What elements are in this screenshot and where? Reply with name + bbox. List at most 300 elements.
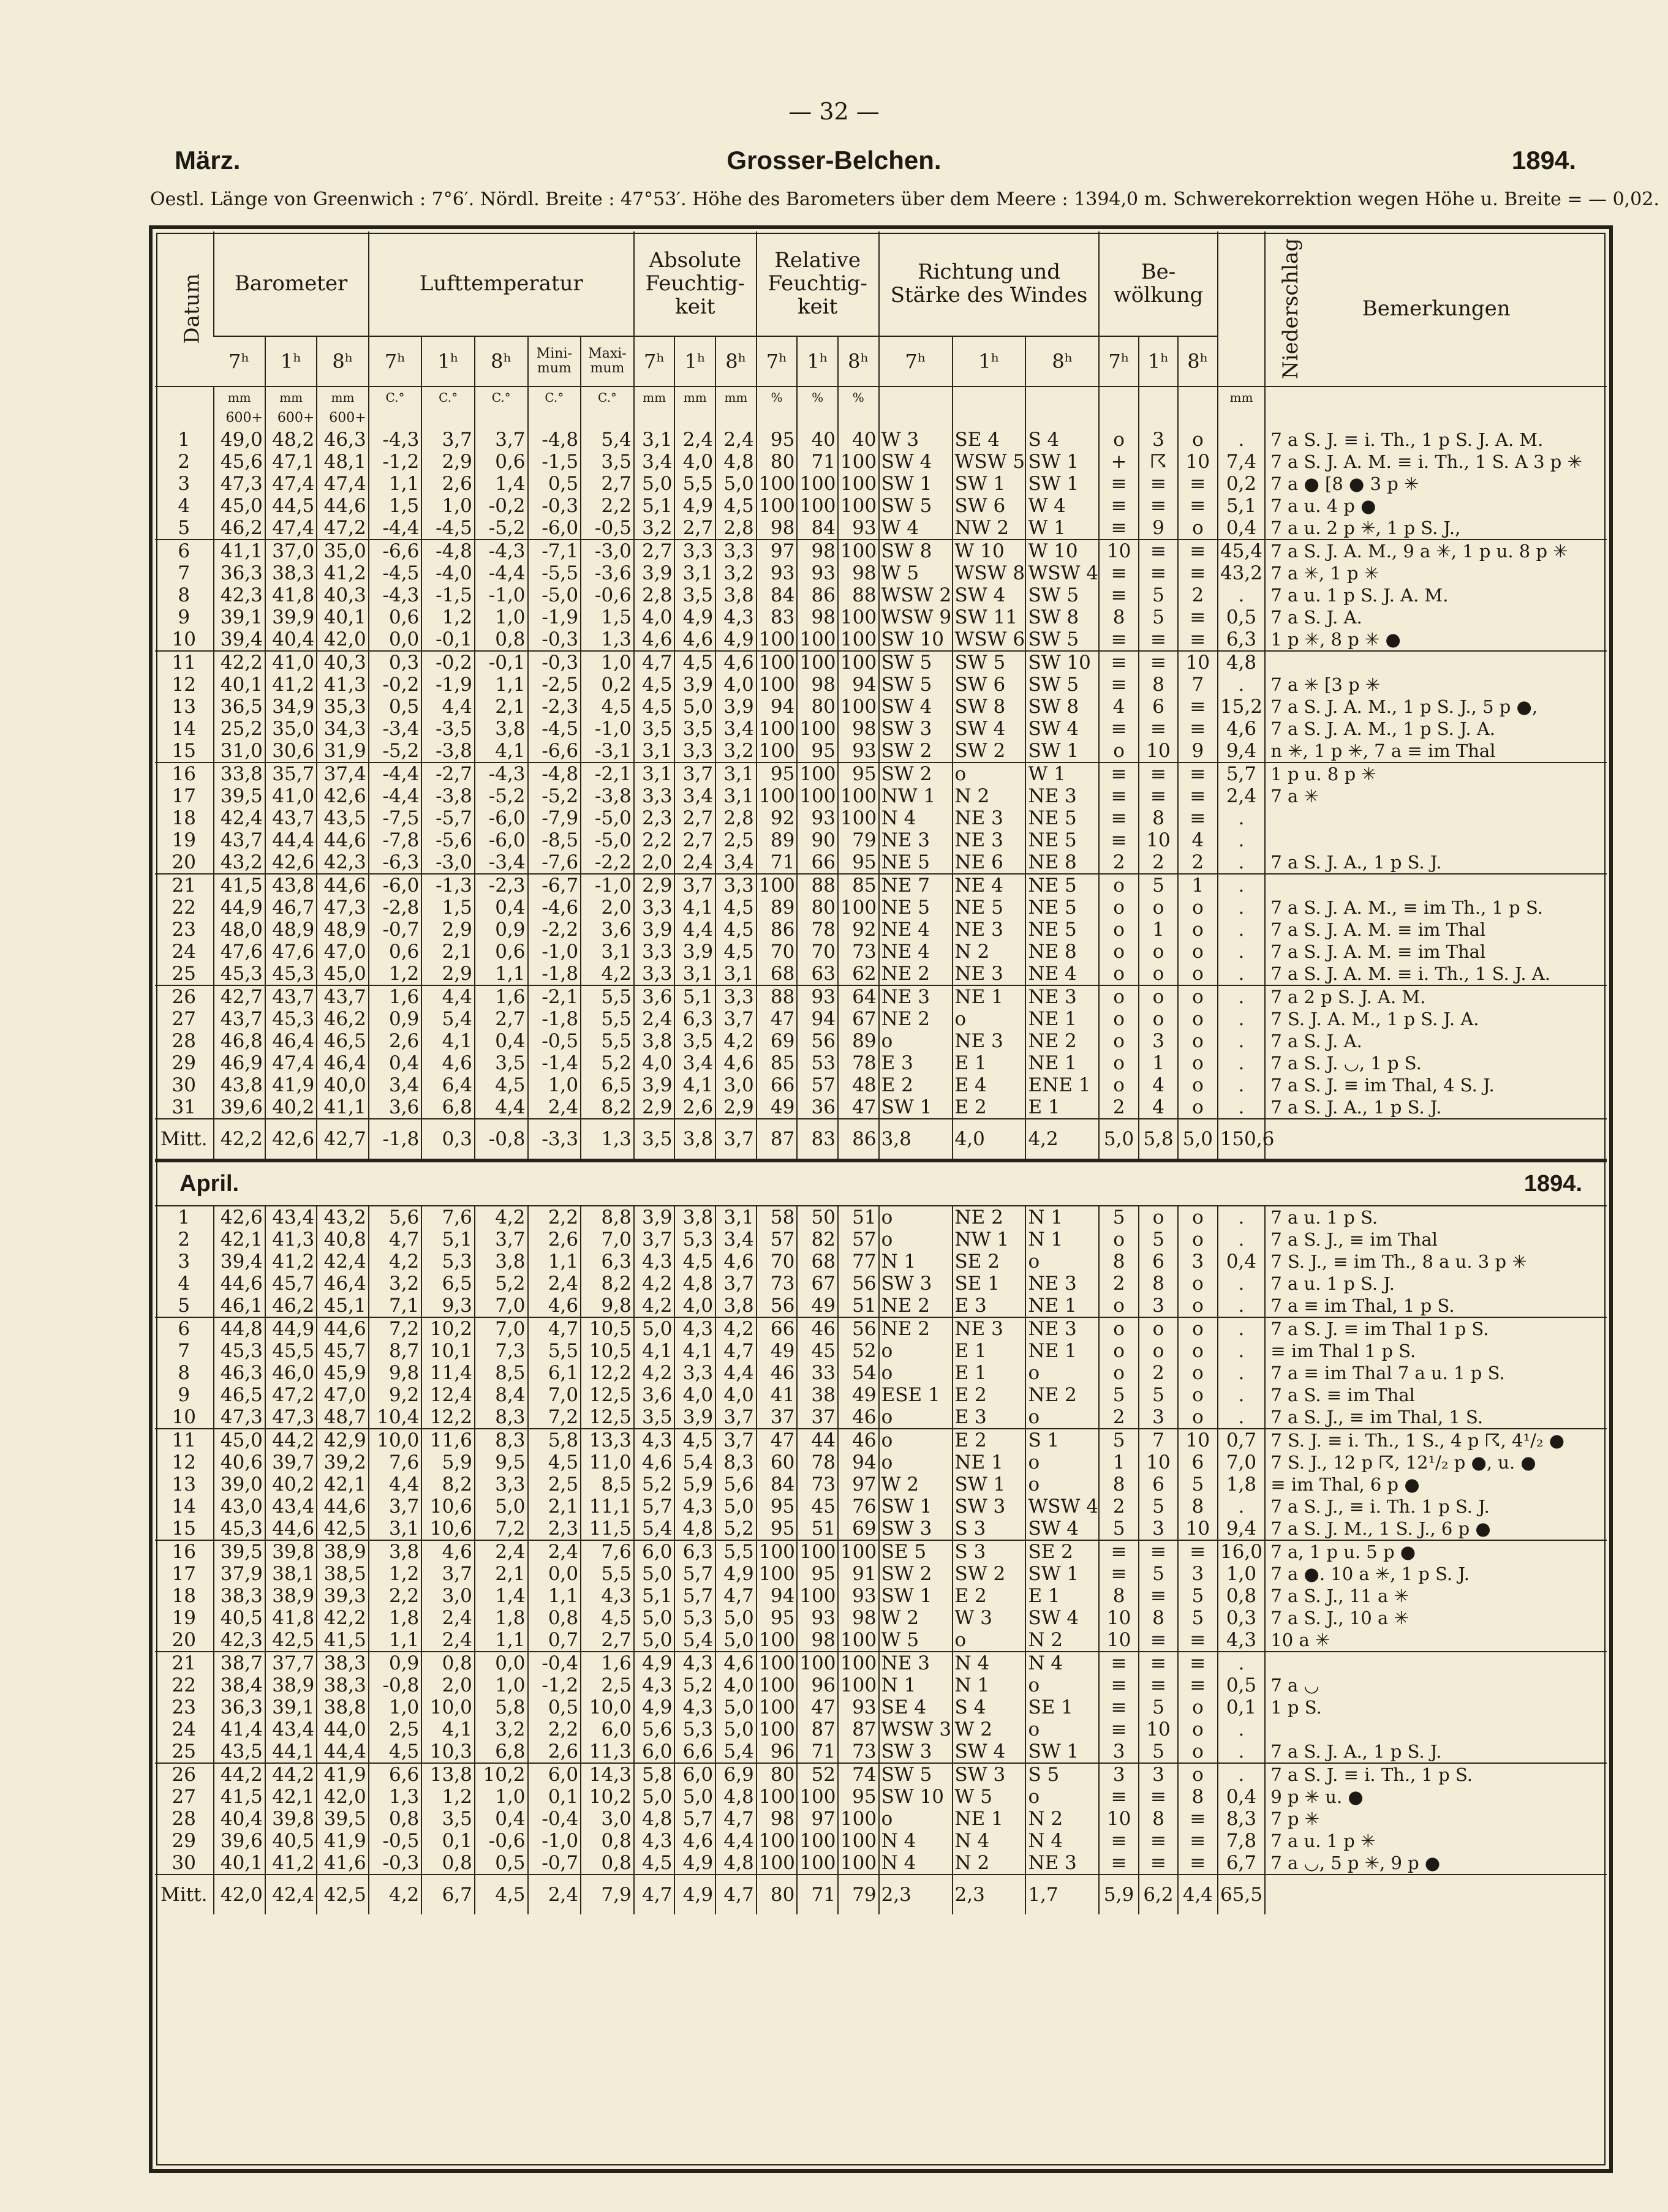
value-cell: 8 bbox=[1139, 1808, 1178, 1830]
value-cell: 8 bbox=[1139, 674, 1178, 696]
mean-cell: 5,0 bbox=[1099, 1119, 1138, 1161]
date-cell: 16 bbox=[172, 1541, 196, 1563]
value-cell: 0,9 bbox=[369, 1008, 422, 1030]
value-cell: 4,3 bbox=[634, 1251, 675, 1273]
value-cell: 45,1 bbox=[317, 1295, 368, 1317]
value-cell: 3,3 bbox=[634, 941, 675, 963]
value-cell: 82 bbox=[797, 1228, 838, 1251]
table-row bbox=[155, 1852, 1607, 1875]
date-cell: 12 bbox=[172, 1451, 196, 1473]
table-row bbox=[155, 1052, 1607, 1074]
remark-cell: n ✳, 1 p ✳, 7 a ≡ im Thal bbox=[1265, 740, 1607, 762]
value-cell: o bbox=[1178, 1295, 1217, 1317]
value-cell: SW 5 bbox=[1025, 628, 1099, 651]
value-cell: 38 bbox=[797, 1384, 838, 1406]
table-row bbox=[155, 1763, 1607, 1786]
date-cell: 29 bbox=[172, 1830, 196, 1852]
value-cell: 33,8 bbox=[214, 762, 265, 785]
value-cell: -5,0 bbox=[581, 829, 634, 851]
value-cell: E 3 bbox=[953, 1406, 1026, 1429]
value-cell: 31,9 bbox=[317, 740, 368, 762]
value-cell: -2,1 bbox=[581, 762, 634, 785]
value-cell: -4,4 bbox=[369, 785, 422, 807]
value-cell: 3,1 bbox=[369, 1518, 422, 1540]
value-cell: NW 1 bbox=[879, 785, 953, 807]
value-cell: 5,7 bbox=[674, 1808, 715, 1830]
subcol-h8: 8ʰ bbox=[838, 336, 879, 386]
value-cell: SW 8 bbox=[1025, 606, 1099, 628]
table-row bbox=[155, 562, 1607, 584]
value-cell: 4,0 bbox=[715, 1674, 757, 1696]
value-cell: SE 1 bbox=[953, 1273, 1026, 1295]
value-cell: 10 bbox=[1139, 1718, 1178, 1740]
value-cell: o bbox=[1178, 1763, 1217, 1786]
value-cell: W 3 bbox=[879, 429, 953, 451]
value-cell: N 4 bbox=[1025, 1830, 1099, 1852]
value-cell: 6,1 bbox=[528, 1362, 581, 1384]
value-cell: 5,6 bbox=[715, 1473, 757, 1495]
value-cell: 45,7 bbox=[317, 1340, 368, 1362]
value-cell: 98 bbox=[797, 1629, 838, 1652]
value-cell: 80 bbox=[797, 696, 838, 718]
value-cell: ≡ bbox=[1099, 1830, 1138, 1852]
value-cell: -0,1 bbox=[421, 628, 475, 651]
value-cell: 44,9 bbox=[214, 897, 265, 919]
value-cell: o bbox=[1099, 740, 1138, 762]
value-cell: E 2 bbox=[953, 1585, 1026, 1607]
value-cell: o bbox=[1178, 429, 1217, 451]
value-cell: 100 bbox=[797, 718, 838, 740]
page-number: — 32 — bbox=[788, 98, 880, 125]
value-cell: 3,8 bbox=[369, 1540, 422, 1563]
value-cell: 4,1 bbox=[421, 1030, 475, 1052]
value-cell: 7,2 bbox=[369, 1317, 422, 1340]
value-cell: 4 bbox=[1139, 1096, 1178, 1119]
value-cell: 7,6 bbox=[421, 1206, 475, 1228]
mean-cell: 83 bbox=[797, 1119, 838, 1161]
remark-cell: 1 p S. bbox=[1265, 1696, 1607, 1718]
value-cell: 10 bbox=[1178, 651, 1217, 674]
value-cell: W 10 bbox=[1025, 540, 1099, 562]
value-cell: NE 3 bbox=[1025, 985, 1099, 1008]
value-cell: 10,5 bbox=[581, 1317, 634, 1340]
table-row bbox=[155, 1607, 1607, 1629]
value-cell: 3,4 bbox=[369, 1074, 422, 1096]
value-cell: 1 bbox=[1139, 919, 1178, 941]
value-cell: 2,5 bbox=[715, 829, 757, 851]
value-cell: 39,1 bbox=[265, 1696, 317, 1718]
value-cell: 94 bbox=[838, 1451, 879, 1473]
value-cell: -0,5 bbox=[528, 1030, 581, 1052]
value-cell: 1,2 bbox=[369, 963, 422, 985]
mean-cell: 42,2 bbox=[214, 1119, 265, 1161]
mean-cell: 4,2 bbox=[1025, 1119, 1099, 1161]
date-cell: 10 bbox=[155, 1406, 214, 1429]
value-cell: 41,4 bbox=[214, 1718, 265, 1740]
mean-cell: 3,7 bbox=[715, 1119, 757, 1161]
station-info: Oestl. Länge von Greenwich : 7°6′. Nördl. Breite : 47°53′. Höhe des Barometers über dem Meere : 1394,0 m. Schwerekorrektion wegen Höhe u. Breite = — 0,02. bbox=[150, 189, 1659, 210]
value-cell: -2,1 bbox=[528, 985, 581, 1008]
mean-cell: 65,5 bbox=[1218, 1875, 1266, 1914]
value-cell: -0,5 bbox=[369, 1830, 422, 1852]
value-cell: -8,5 bbox=[528, 829, 581, 851]
value-cell: 95 bbox=[757, 1607, 798, 1629]
value-cell: 1,5 bbox=[421, 897, 475, 919]
value-cell: 0,5 bbox=[1218, 1674, 1266, 1696]
value-cell: 38,3 bbox=[265, 562, 317, 584]
value-cell: 5,1 bbox=[634, 1585, 675, 1607]
value-cell: 45,0 bbox=[214, 495, 265, 517]
value-cell: 94 bbox=[757, 1585, 798, 1607]
value-cell: 100 bbox=[757, 495, 798, 517]
value-cell: o bbox=[1139, 963, 1178, 985]
remark-cell: 7 a ≡ im Thal, 1 p S. bbox=[1265, 1295, 1607, 1317]
value-cell: 46 bbox=[838, 1406, 879, 1429]
value-cell: 87 bbox=[838, 1718, 879, 1740]
value-cell: 38,1 bbox=[265, 1563, 317, 1585]
value-cell: o bbox=[879, 1451, 953, 1473]
value-cell: 5 bbox=[1099, 1429, 1138, 1451]
value-cell: 1,2 bbox=[421, 1786, 475, 1808]
value-cell: 37,7 bbox=[265, 1652, 317, 1674]
value-cell: 0,8 bbox=[369, 1808, 422, 1830]
value-cell: SW 5 bbox=[953, 651, 1026, 674]
value-cell: -0,3 bbox=[528, 628, 581, 651]
value-cell: 39,9 bbox=[265, 606, 317, 628]
value-cell: 3,7 bbox=[421, 1563, 475, 1585]
value-cell: 41,9 bbox=[265, 1074, 317, 1096]
value-cell: -5,6 bbox=[421, 829, 475, 851]
value-cell: 4,2 bbox=[369, 1251, 422, 1273]
value-cell: . bbox=[1218, 1740, 1266, 1763]
value-cell: 4,0 bbox=[634, 1052, 675, 1074]
value-cell: 39,2 bbox=[317, 1451, 368, 1473]
value-cell: 2,9 bbox=[421, 963, 475, 985]
value-cell: 8,4 bbox=[475, 1384, 528, 1406]
value-cell: 2,2 bbox=[369, 1585, 422, 1607]
value-cell: 5,3 bbox=[421, 1251, 475, 1273]
mean-cell: 3,8 bbox=[674, 1119, 715, 1161]
value-cell: 67 bbox=[797, 1273, 838, 1295]
value-cell: SW 3 bbox=[879, 1740, 953, 1763]
mean-cell: 4,2 bbox=[369, 1875, 422, 1914]
value-cell: 10,0 bbox=[581, 1696, 634, 1718]
value-cell: 2,2 bbox=[528, 1206, 581, 1228]
subcol-h7: 7ʰ bbox=[369, 336, 422, 386]
value-cell: 0,8 bbox=[581, 1830, 634, 1852]
value-cell: 15,2 bbox=[1218, 696, 1266, 718]
value-cell: ☈ bbox=[1139, 451, 1178, 473]
mean-cell: 4,5 bbox=[475, 1875, 528, 1914]
value-cell: NE 1 bbox=[1025, 1052, 1099, 1074]
value-cell: o bbox=[1178, 1030, 1217, 1052]
mean-cell: 4,7 bbox=[634, 1875, 675, 1914]
value-cell: SW 10 bbox=[879, 1786, 953, 1808]
value-cell: 43,8 bbox=[265, 874, 317, 897]
value-cell: o bbox=[879, 1206, 953, 1228]
value-cell: N 2 bbox=[953, 1852, 1026, 1875]
value-cell: 42,3 bbox=[214, 1629, 265, 1652]
value-cell: 0,5 bbox=[528, 473, 581, 495]
value-cell: 66 bbox=[757, 1074, 798, 1096]
value-cell: 39,1 bbox=[214, 606, 265, 628]
value-cell: 41,6 bbox=[317, 1852, 368, 1875]
value-cell: 69 bbox=[838, 1518, 879, 1540]
value-cell: 35,0 bbox=[265, 718, 317, 740]
date-cell: 9 bbox=[178, 606, 191, 628]
value-cell: 94 bbox=[838, 674, 879, 696]
value-cell: 47,0 bbox=[317, 1384, 368, 1406]
date-cell: 16 bbox=[172, 763, 196, 785]
value-cell: 10,6 bbox=[421, 1495, 475, 1518]
col-wind: Richtung und Stärke des Windes bbox=[879, 231, 1100, 336]
value-cell: 40,2 bbox=[265, 1473, 317, 1495]
value-cell: 100 bbox=[797, 1585, 838, 1607]
value-cell: -0,2 bbox=[421, 651, 475, 674]
value-cell: SW 1 bbox=[879, 1495, 953, 1518]
value-cell: 10 bbox=[1099, 540, 1138, 562]
table-row bbox=[155, 651, 1607, 674]
value-cell: 44,4 bbox=[317, 1740, 368, 1763]
value-cell: 5 bbox=[1139, 1228, 1178, 1251]
value-cell: 0,4 bbox=[1218, 517, 1266, 540]
value-cell: SW 5 bbox=[879, 674, 953, 696]
subcol-h8: 8ʰ bbox=[1178, 336, 1217, 386]
value-cell: ≡ bbox=[1139, 1830, 1178, 1852]
value-cell: 5,0 bbox=[715, 1718, 757, 1740]
value-cell: 100 bbox=[797, 1830, 838, 1852]
value-cell: 100 bbox=[838, 451, 879, 473]
table-row bbox=[155, 1429, 1607, 1451]
value-cell: -3,5 bbox=[421, 718, 475, 740]
remark-cell: 7 a S. J. ≡ im Thal 1 p S. bbox=[1265, 1317, 1607, 1340]
value-cell: N 1 bbox=[1025, 1206, 1099, 1228]
value-cell: 4,4 bbox=[715, 1362, 757, 1384]
value-cell: 0,5 bbox=[475, 1852, 528, 1875]
value-cell: o bbox=[1178, 1696, 1217, 1718]
value-cell: 3,1 bbox=[634, 429, 675, 451]
value-cell: 40,3 bbox=[317, 584, 368, 606]
mean-cell: 79 bbox=[838, 1875, 879, 1914]
value-cell: ≡ bbox=[1178, 1808, 1217, 1830]
value-cell: WSW 6 bbox=[953, 628, 1026, 651]
value-cell: 2,8 bbox=[715, 517, 757, 540]
value-cell: 42,2 bbox=[214, 651, 265, 674]
mean-cell: 150,6 bbox=[1218, 1119, 1266, 1161]
value-cell: W 5 bbox=[879, 562, 953, 584]
value-cell: 2,3 bbox=[634, 807, 675, 829]
remark-cell: 7 p ✳ bbox=[1265, 1808, 1607, 1830]
table-row bbox=[155, 807, 1607, 829]
value-cell: -4,8 bbox=[528, 762, 581, 785]
value-cell: -6,3 bbox=[369, 851, 422, 874]
value-cell: ≡ bbox=[1178, 1674, 1217, 1696]
value-cell: 3,1 bbox=[715, 785, 757, 807]
value-cell: N 4 bbox=[953, 1830, 1026, 1852]
table-row bbox=[155, 1074, 1607, 1096]
value-cell: SW 2 bbox=[953, 740, 1026, 762]
value-cell: 4,2 bbox=[634, 1362, 675, 1384]
value-cell: NE 3 bbox=[953, 919, 1026, 941]
value-cell: 43,7 bbox=[317, 985, 368, 1008]
value-cell: 37,0 bbox=[265, 540, 317, 562]
mean-cell: 42,0 bbox=[214, 1875, 265, 1914]
value-cell: 5,1 bbox=[634, 495, 675, 517]
table-row bbox=[155, 1030, 1607, 1052]
value-cell: 44,8 bbox=[214, 1317, 265, 1340]
value-cell: NE 5 bbox=[1025, 897, 1099, 919]
value-cell: -4,3 bbox=[369, 584, 422, 606]
value-cell: ≡ bbox=[1178, 718, 1217, 740]
value-cell: 4,3 bbox=[715, 606, 757, 628]
value-cell: 10,3 bbox=[421, 1740, 475, 1763]
value-cell: 4,4 bbox=[421, 985, 475, 1008]
value-cell: 2,2 bbox=[581, 495, 634, 517]
value-cell: SE 5 bbox=[879, 1540, 953, 1563]
value-cell: 68 bbox=[797, 1251, 838, 1273]
value-cell: -7,1 bbox=[528, 540, 581, 562]
value-cell: 95 bbox=[838, 851, 879, 874]
value-cell: 6 bbox=[1139, 1473, 1178, 1495]
date-cell: 25 bbox=[155, 1740, 214, 1763]
value-cell: NE 2 bbox=[879, 1008, 953, 1030]
value-cell: 36,5 bbox=[214, 696, 265, 718]
table-row bbox=[155, 874, 1607, 897]
value-cell: 1,0 bbox=[581, 651, 634, 674]
value-cell: 3,3 bbox=[634, 897, 675, 919]
value-cell: 43,7 bbox=[265, 985, 317, 1008]
value-cell: 78 bbox=[838, 1052, 879, 1074]
value-cell: 39,3 bbox=[317, 1585, 368, 1607]
value-cell: S 3 bbox=[953, 1540, 1026, 1563]
value-cell: 4,8 bbox=[674, 1518, 715, 1540]
value-cell: 2,4 bbox=[528, 1096, 581, 1119]
value-cell: 100 bbox=[757, 874, 798, 897]
date-cell: 15 bbox=[155, 740, 214, 762]
value-cell: 3,3 bbox=[715, 540, 757, 562]
value-cell: 1,3 bbox=[369, 1786, 422, 1808]
value-cell: 6 bbox=[1139, 1251, 1178, 1273]
value-cell: 1,1 bbox=[369, 1629, 422, 1652]
value-cell: 2,4 bbox=[475, 1540, 528, 1563]
value-cell: o bbox=[879, 1406, 953, 1429]
value-cell: 40 bbox=[838, 429, 879, 451]
value-cell: 3,7 bbox=[369, 1495, 422, 1518]
value-cell: 100 bbox=[797, 628, 838, 651]
value-cell: -6,0 bbox=[369, 874, 422, 897]
value-cell: -4,4 bbox=[369, 762, 422, 785]
value-cell: NE 5 bbox=[953, 897, 1026, 919]
value-cell: ≡ bbox=[1178, 1830, 1217, 1852]
value-cell: o bbox=[1178, 897, 1217, 919]
value-cell: 4,2 bbox=[634, 1273, 675, 1295]
value-cell: 3,9 bbox=[674, 941, 715, 963]
value-cell: 10 bbox=[1178, 1429, 1217, 1451]
value-cell: -0,3 bbox=[528, 495, 581, 517]
value-cell: 84 bbox=[797, 517, 838, 540]
value-cell: 3,9 bbox=[634, 562, 675, 584]
value-cell: o bbox=[1099, 1340, 1138, 1362]
value-cell: 50 bbox=[797, 1206, 838, 1228]
value-cell: -6,0 bbox=[475, 829, 528, 851]
value-cell: 39,8 bbox=[265, 1540, 317, 1563]
value-cell: ≡ bbox=[1178, 1540, 1217, 1563]
date-cell: 10 bbox=[155, 628, 214, 651]
value-cell: 96 bbox=[757, 1740, 798, 1763]
value-cell: 3 bbox=[1139, 1518, 1178, 1540]
value-cell: 1,5 bbox=[581, 606, 634, 628]
value-cell: ESE 1 bbox=[879, 1384, 953, 1406]
remark-cell bbox=[1265, 874, 1607, 897]
value-cell: 2,4 bbox=[674, 429, 715, 451]
value-cell: 4,1 bbox=[674, 1340, 715, 1362]
value-cell: . bbox=[1218, 1206, 1266, 1228]
value-cell: o bbox=[1178, 1228, 1217, 1251]
value-cell: 0,8 bbox=[421, 1852, 475, 1875]
date-cell: 4 bbox=[178, 495, 191, 517]
table-row bbox=[155, 1786, 1607, 1808]
value-cell: 100 bbox=[757, 1629, 798, 1652]
value-cell: 5,4 bbox=[421, 1008, 475, 1030]
value-cell: 1,0 bbox=[421, 495, 475, 517]
remark-cell: 7 a S. J. A., 1 p S. J. bbox=[1265, 851, 1607, 874]
value-cell: WSW 9 bbox=[879, 606, 953, 628]
value-cell: 1,0 bbox=[475, 606, 528, 628]
value-cell: 7,0 bbox=[475, 1317, 528, 1340]
value-cell: . bbox=[1218, 1718, 1266, 1740]
value-cell: o bbox=[1099, 1074, 1138, 1096]
date-cell: 30 bbox=[172, 1852, 196, 1874]
value-cell: ≡ bbox=[1099, 1652, 1138, 1674]
value-cell: 57 bbox=[838, 1228, 879, 1251]
value-cell: 56 bbox=[757, 1295, 798, 1317]
value-cell: 8,5 bbox=[475, 1362, 528, 1384]
value-cell: 40,0 bbox=[317, 1074, 368, 1096]
value-cell: 40,1 bbox=[214, 674, 265, 696]
remark-cell: 7 a u. 2 p ✳, 1 p S. J., bbox=[1265, 517, 1607, 540]
value-cell: 62 bbox=[838, 963, 879, 985]
value-cell: 12,2 bbox=[421, 1406, 475, 1429]
value-cell: 3,1 bbox=[634, 762, 675, 785]
value-cell: 47,4 bbox=[317, 473, 368, 495]
value-cell: 46 bbox=[797, 1317, 838, 1340]
value-cell: 4,0 bbox=[715, 1384, 757, 1406]
value-cell: . bbox=[1218, 1030, 1266, 1052]
value-cell: 44,1 bbox=[265, 1740, 317, 1763]
value-cell: 42,1 bbox=[265, 1786, 317, 1808]
value-cell: o bbox=[953, 762, 1026, 785]
remark-cell: 1 p u. 8 p ✳ bbox=[1265, 762, 1607, 785]
remark-cell: 7 a S. J. A. M. ≡ i. Th., 1 S. J. A. bbox=[1265, 963, 1607, 985]
value-cell: 80 bbox=[757, 451, 798, 473]
remark-cell: 7 a u. 1 p ✳ bbox=[1265, 1830, 1607, 1852]
value-cell: 100 bbox=[838, 606, 879, 628]
value-cell: ≡ bbox=[1099, 517, 1138, 540]
value-cell: NE 3 bbox=[1025, 1852, 1099, 1875]
value-cell: 2,7 bbox=[475, 1008, 528, 1030]
value-cell: 45,3 bbox=[214, 1518, 265, 1540]
value-cell: WSW 4 bbox=[1025, 1495, 1099, 1518]
value-cell: 3,6 bbox=[581, 919, 634, 941]
value-cell: NE 4 bbox=[879, 919, 953, 941]
value-cell: S 4 bbox=[1025, 429, 1099, 451]
value-cell: 44,6 bbox=[317, 874, 368, 897]
table-row bbox=[155, 1384, 1607, 1406]
value-cell: SW 4 bbox=[879, 696, 953, 718]
value-cell: 2 bbox=[1139, 1362, 1178, 1384]
date-cell: 8 bbox=[178, 584, 191, 606]
value-cell: 40,1 bbox=[214, 1852, 265, 1875]
